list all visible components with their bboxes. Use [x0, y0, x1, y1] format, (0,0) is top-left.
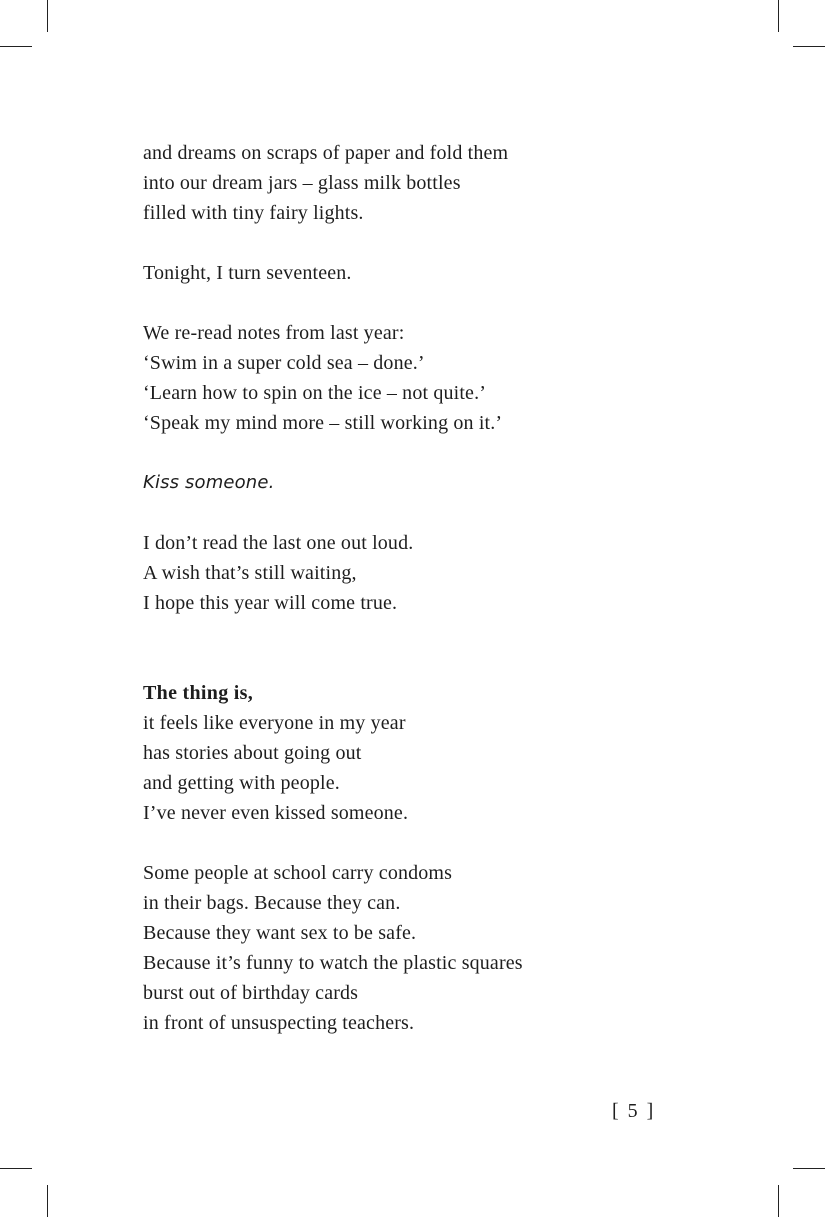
stanza-notes [143, 318, 643, 438]
poem-line: I hope this year will come true. [143, 592, 398, 614]
crop-mark-bottom-right-vertical [778, 1185, 779, 1217]
poem-body [143, 138, 643, 1038]
stanza-last-wish [143, 528, 643, 618]
stanza-kiss [143, 468, 643, 498]
poem-line: burst out of birthday cards [143, 982, 359, 1004]
poem-line: Because it’s funny to watch the plastic squares [143, 952, 523, 974]
poem-line: A wish that’s still waiting, [143, 562, 357, 584]
stanza-thing-is [143, 678, 643, 828]
poem-line: I’ve never even kissed someone. [143, 802, 409, 824]
crop-mark-top-right-vertical [778, 0, 779, 32]
poem-line: I don’t read the last one out loud. [143, 532, 414, 554]
poem-section-heading: The thing is, [143, 682, 254, 704]
poem-line: and dreams on scraps of paper and fold them [143, 142, 509, 164]
poem-line: into our dream jars – glass milk bottles [143, 172, 461, 194]
poem-line: has stories about going out [143, 742, 362, 764]
poem-line: ‘Learn how to spin on the ice – not quite.’ [143, 382, 487, 404]
crop-mark-top-left-vertical [47, 0, 48, 32]
poem-line: ‘Swim in a super cold sea – done.’ [143, 352, 425, 374]
stanza-dream-jars [143, 138, 643, 228]
poem-line: We re-read notes from last year: [143, 322, 405, 344]
poem-line: Tonight, I turn seventeen. [143, 262, 352, 284]
poem-line: Some people at school carry condoms [143, 862, 453, 884]
stanza-condoms [143, 858, 643, 1038]
poem-line: filled with tiny fairy lights. [143, 202, 364, 224]
crop-mark-top-left-horizontal [0, 46, 32, 47]
poem-line: Because they want sex to be safe. [143, 922, 417, 944]
crop-mark-bottom-left-vertical [47, 1185, 48, 1217]
crop-mark-bottom-right-horizontal [793, 1168, 825, 1169]
poem-line: in front of unsuspecting teachers. [143, 1012, 415, 1034]
poem-line: in their bags. Because they can. [143, 892, 401, 914]
italic-note-line: Kiss someone. [143, 472, 275, 493]
crop-mark-top-right-horizontal [793, 46, 825, 47]
crop-mark-bottom-left-horizontal [0, 1168, 32, 1169]
page-number: [ 5 ] [612, 1100, 656, 1122]
poem-line: it feels like everyone in my year [143, 712, 406, 734]
poem-line: ‘Speak my mind more – still working on it.’ [143, 412, 503, 434]
stanza-seventeen [143, 258, 643, 288]
poem-line: and getting with people. [143, 772, 340, 794]
